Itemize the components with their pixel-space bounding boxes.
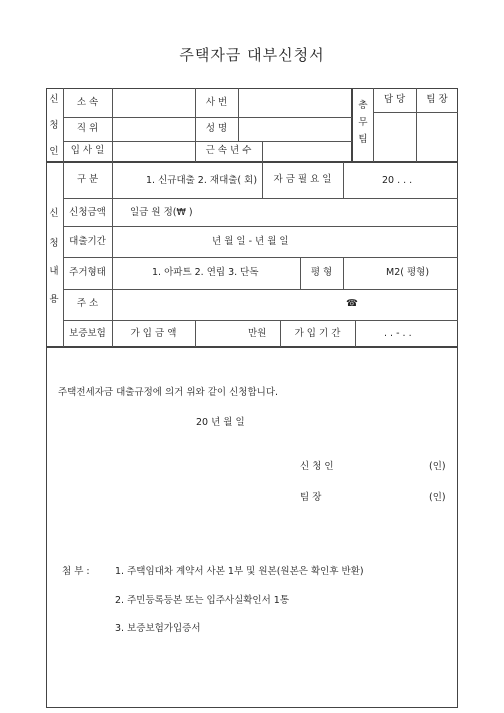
amount-value[interactable]: 일금 원 정(₩ ): [130, 207, 193, 218]
need-date-value[interactable]: 20 . . .: [382, 175, 413, 186]
attachment-item: 1. 주택임대차 계약서 사본 1부 및 원본(원본은 확인후 반환): [115, 566, 364, 577]
details-side-label-3: 내: [49, 266, 59, 277]
approval-side-label-3: 팀: [358, 134, 368, 145]
date-line[interactable]: 20 년 월 일: [196, 417, 245, 428]
position-label: 직 위: [76, 123, 99, 134]
dept-field[interactable]: [113, 89, 194, 116]
dept-label: 소 속: [76, 97, 99, 108]
statement-box: [46, 347, 458, 708]
employee-no-field[interactable]: [239, 89, 351, 116]
statement-text: 주택전세자금 대출규정에 의거 위와 같이 신청합니다.: [58, 387, 279, 398]
attachment-item: 3. 보증보험가입증서: [115, 623, 201, 634]
attachment-item: 2. 주민등록등본 또는 입주사실확인서 1통: [115, 595, 290, 606]
area-value[interactable]: M2( 평형): [386, 267, 430, 278]
details-side-label-4: 용: [49, 294, 59, 305]
details-side-label-1: 신: [49, 208, 59, 219]
approval-staff-stamp[interactable]: [374, 113, 415, 161]
area-label: 평 형: [310, 267, 333, 278]
applicant-side-label-3: 인: [49, 146, 59, 157]
approval-side-label-1: 총: [358, 100, 368, 111]
tenure-label: 근 속 년 수: [205, 145, 252, 156]
type-label: 구 분: [76, 174, 99, 185]
employee-no-label: 사 번: [205, 97, 228, 108]
period-label: 대출기간: [69, 236, 106, 247]
details-side-label-2: 청: [49, 238, 59, 249]
ins-unit: 만원: [248, 328, 267, 339]
ins-amount-label: 가 입 금 액: [130, 328, 177, 339]
type-options[interactable]: 1. 신규대출 2. 재대출( 회): [146, 175, 258, 186]
housing-options[interactable]: 1. 아파트 2. 연립 3. 단독: [152, 267, 259, 278]
phone-icon: ☎: [346, 298, 358, 309]
hire-date-label: 입 사 일: [70, 145, 105, 156]
housing-label: 주거형태: [69, 267, 106, 278]
position-field[interactable]: [113, 118, 194, 140]
approval-side-label-2: 무: [358, 117, 368, 128]
address-field[interactable]: [113, 290, 343, 319]
ins-period-label: 가 입 기 간: [294, 328, 341, 339]
insurance-label: 보증보험: [69, 328, 106, 339]
attach-label: 첨 부 :: [62, 566, 90, 577]
approval-leader-stamp[interactable]: [417, 113, 457, 161]
document-title: 주택자금 대부신청서: [179, 46, 325, 64]
amount-label: 신청금액: [69, 207, 106, 218]
leader-sign-label: 팀 장: [300, 492, 322, 503]
approval-staff-header: 담 당: [383, 94, 406, 105]
approval-leader-header: 팀 장: [426, 94, 448, 105]
hire-date-field[interactable]: [113, 142, 194, 161]
leader-seal-mark[interactable]: (인): [429, 492, 446, 503]
applicant-seal-mark[interactable]: (인): [429, 461, 446, 472]
name-field[interactable]: [239, 118, 351, 140]
address-label: 주 소: [76, 298, 99, 309]
period-value[interactable]: 년 월 일 - 년 월 일: [212, 236, 289, 247]
applicant-side-label-2: 청: [49, 120, 59, 131]
need-date-label: 자 금 필 요 일: [273, 174, 332, 185]
tenure-field[interactable]: [263, 142, 351, 161]
applicant-sign-label: 신 청 인: [300, 461, 334, 472]
name-label: 성 명: [205, 123, 228, 134]
ins-period-value[interactable]: . . - . .: [384, 328, 412, 339]
applicant-side-label-1: 신: [49, 94, 59, 105]
